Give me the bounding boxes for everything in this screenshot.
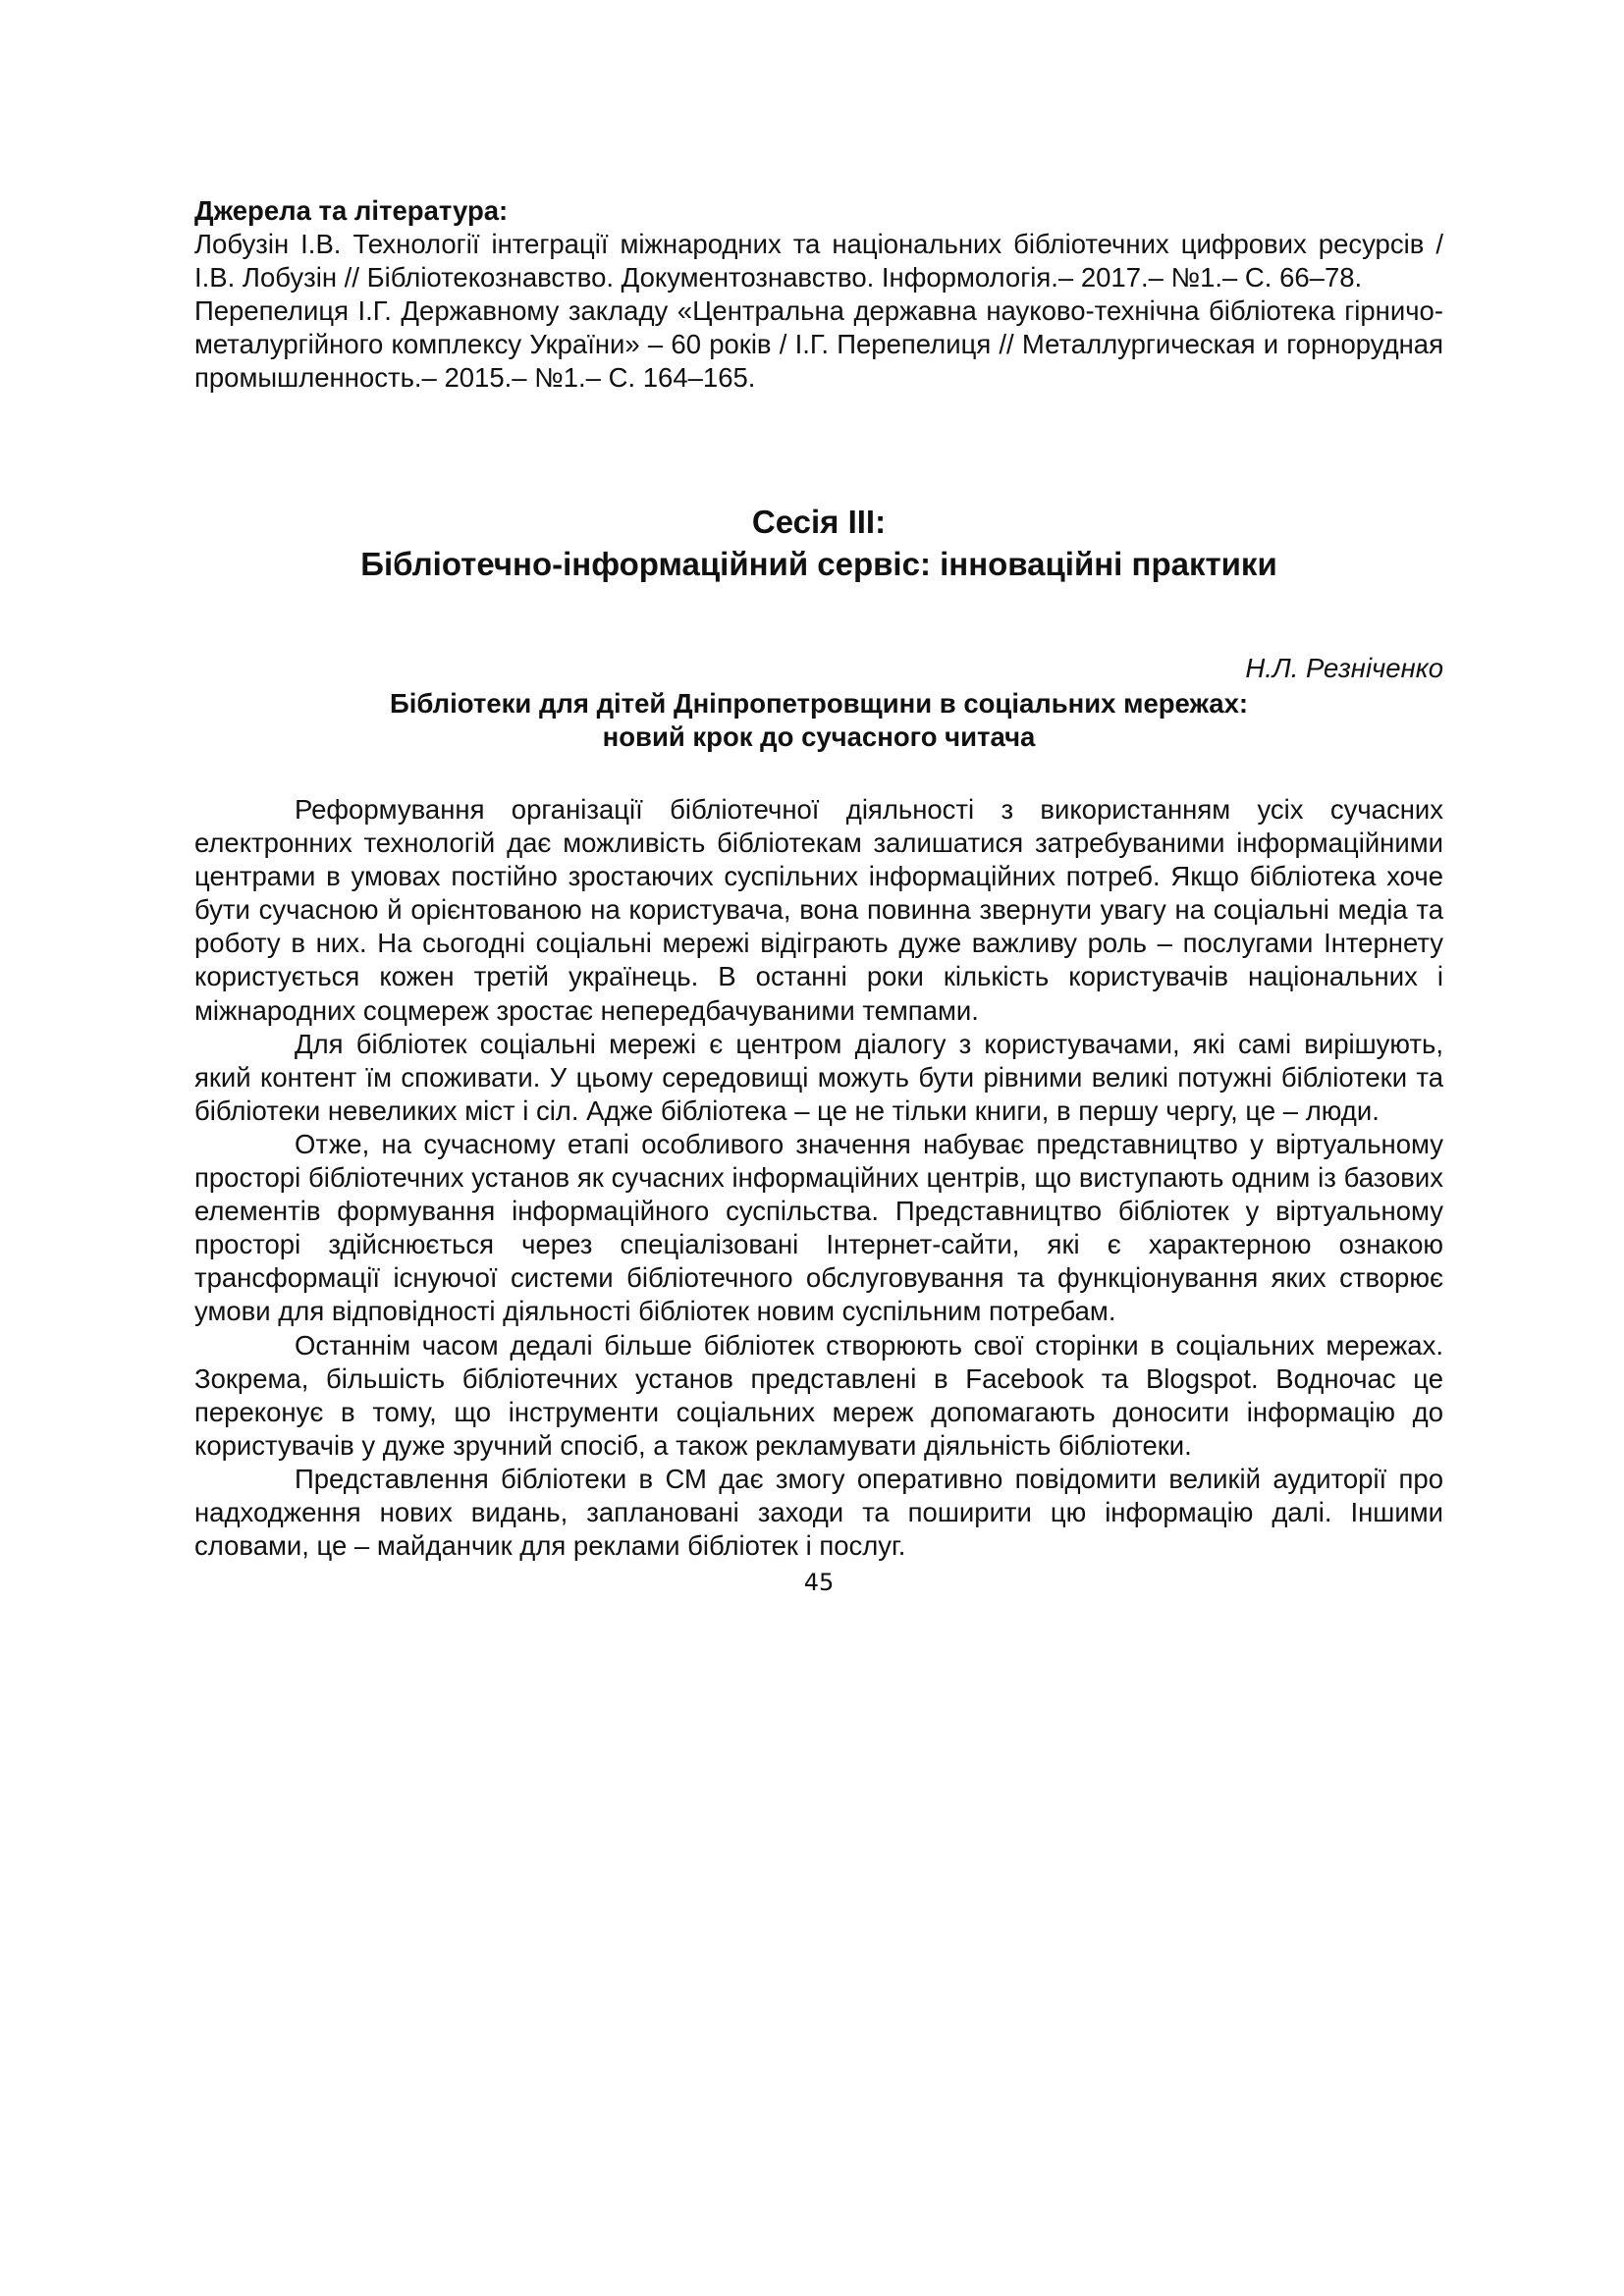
document-page: [194, 0, 1443, 2296]
article-author: Н.Л. Резніченко: [1245, 653, 1443, 683]
sources-heading: Джерела та література:: [194, 195, 509, 226]
reference-item: Лобузін І.В. Технології інтеграції міжнародних та національних бібліотечних цифрових ресурсів / І.В. Лобузін // Бібліотекознавство. Документознавство. Інформологія.– 2017.– №1.– С. 66–78.: [194, 229, 1443, 293]
page-number: 45: [803, 1569, 835, 1596]
paragraph: Отже, на сучасному етапі особливого значення набуває представництво у віртуальному просторі бібліотечних установ як сучасних інформаційних центрів, що виступають одним із базових елементів формування інформаційного суспільства. Представництво бібліотек у віртуальному просторі здійснюється через спеціалізовані Інтернет-сайти, які є характерною ознакою трансформації існуючої системи бібліотечного обслуговування та функціонування яких створює умови для відповідності діяльності бібліотек новим суспільним потребам.: [194, 1128, 1443, 1327]
paragraph: Реформування організації бібліотечної діяльності з використанням усіх сучасних електронних технологій дає можливість бібліотекам залишатися затребуваними інформаційними центрами в умовах постійно зростаючих суспільних інформаційних потреб. Якщо бібліотека хоче бути сучасною й орієнтованою на користувача, вона повинна звернути увагу на соціальні медіа та роботу в них. На сьогодні соціальні мережі відіграють дуже важливу роль – послугами Інтернету користується кожен третій українець. В останні роки кількість користувачів національних і міжнародних соцмереж зростає непередбачуваними темпами.: [194, 794, 1443, 1026]
session-title: Бібліотечно-інформаційний сервіс: інноваційні практики: [360, 546, 1277, 582]
session-heading: [194, 501, 1443, 585]
paragraph: Для бібліотек соціальні мережі є центром діалогу з користувачами, які самі вирішують, який контент їм споживати. У цьому середовищі можуть бути рівними великі потужні бібліотеки та бібліотеки невеликих міст і сіл. Адже бібліотека – це не тільки книги, в першу чергу, це – люди.: [194, 1028, 1443, 1126]
reference-item: Перепелиця І.Г. Державному закладу «Центральна державна науково-технічна бібліотека гірничо-металургійного комплексу України» – 60 років / І.Г. Перепелиця // Металлургическая и горнорудная промышленность.– 2015.– №1.– С. 164–165.: [194, 295, 1443, 393]
session-label: Сесія ІІІ:: [751, 504, 887, 540]
article-title-line: Бібліотеки для дітей Дніпропетровщини в соціальних мережах:: [389, 688, 1249, 719]
sources-section: [194, 194, 1443, 395]
paragraph: Останнім часом дедалі більше бібліотек створюють свої сторінки в соціальних мережах. Зокрема, більшість бібліотечних установ представлені в Facebook та Blogspot. Водночас це переконує в тому, що інструменти соціальних мереж допомагають доносити інформацію до користувачів у дуже зручний спосіб, а також рекламувати діяльність бібліотеки.: [194, 1329, 1443, 1461]
article-body: [194, 793, 1443, 1563]
article-title-line: новий крок до сучасного читача: [602, 721, 1036, 752]
paragraph: Представлення бібліотеки в СМ дає змогу оперативно повідомити великій аудиторії про надходження нових видань, заплановані заходи та поширити цю інформацію далі. Іншими словами, це – майданчик для реклами бібліотек і послуг.: [194, 1463, 1443, 1562]
article-title: [194, 687, 1443, 754]
